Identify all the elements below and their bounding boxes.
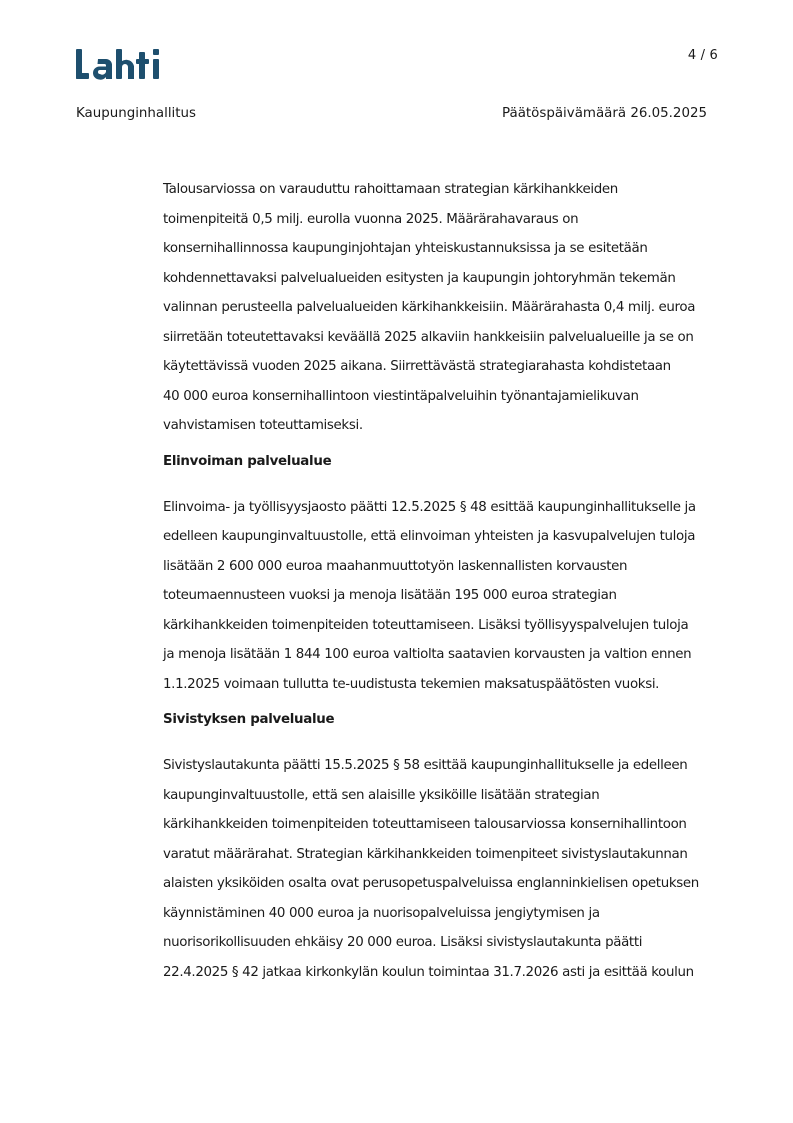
text-line: edelleen kaupunginvaltuustolle, että elinvoiman yhteisten ja kasvupalvelujen tuloja xyxy=(163,529,696,544)
page-number: 4 / 6 xyxy=(687,48,718,63)
text-line: varatut määrärahat. Strategian kärkihankkeiden toimenpiteet sivistyslautakunnan xyxy=(163,846,688,862)
text-line: Sivistyslautakunta päätti 15.5.2025 § 58 esittää kaupunginhallitukselle ja edelleen xyxy=(163,758,688,773)
text-line: vahvistamisen toteuttamiseksi. xyxy=(163,418,363,433)
text-line: siirretään toteutettavaksi keväällä 2025 alkaviin hankkeisiin palvelualueille ja se on xyxy=(163,329,694,345)
document-body xyxy=(163,175,723,987)
text-line: Elinvoima- ja työllisyysjaosto päätti 12.5.2025 § 48 esittää kaupunginhallitukselle ja xyxy=(163,499,696,515)
text-line: alaisten yksiköiden osalta ovat perusopetuspalveluissa englanninkielisen opetuksen xyxy=(163,876,699,891)
text-line: kaupunginvaltuustolle, että sen alaisille yksiköille lisätään strategian xyxy=(163,787,600,803)
text-line: kärkihankkeiden toimenpiteiden toteuttamiseen talousarviossa konsernihallintoon xyxy=(163,817,687,832)
text-line: toteumaennusteen vuoksi ja menoja lisätään 195 000 euroa strategian xyxy=(163,588,617,603)
decision-date: Päätöspäivämäärä 26.05.2025 xyxy=(502,106,707,121)
text-line: ja menoja lisätään 1 844 100 euroa valtiolta saatavien korvausten ja valtion ennen xyxy=(163,647,692,662)
text-line: valinnan perusteella palvelualueiden kärkihankkeisiin. Määrärahasta 0,4 milj. euroa xyxy=(163,300,696,315)
lahti-logo xyxy=(76,47,168,83)
text-line: käynnistäminen 40 000 euroa ja nuorisopalveluissa jengiytymisen ja xyxy=(163,905,600,921)
text-line: käytettävissä vuoden 2025 aikana. Siirrettävästä strategiarahasta kohdistetaan xyxy=(163,359,671,374)
text-line: kohdennettavaksi palvelualueiden esitysten ja kaupungin johtoryhmän tekemän xyxy=(163,270,676,286)
text-line: 1.1.2025 voimaan tullutta te-uudistusta tekemien maksatuspäätösten vuoksi. xyxy=(163,676,660,692)
text-line: toimenpiteitä 0,5 milj. eurolla vuonna 2025. Määrärahavaraus on xyxy=(163,211,579,227)
paragraph-sivistys xyxy=(163,751,723,987)
paragraph-strategy-funding xyxy=(163,175,723,441)
text-line: 40 000 euroa konsernihallintoon viestintäpalveluihin työnantajamielikuvan xyxy=(163,388,639,404)
text-line: lisätään 2 600 000 euroa maahanmuuttotyön laskennallisten korvausten xyxy=(163,558,628,574)
section-heading-sivistys: Sivistyksen palvelualue xyxy=(163,712,335,727)
section-heading-elinvoima: Elinvoiman palvelualue xyxy=(163,453,332,469)
organization-name: Kaupunginhallitus xyxy=(76,106,196,121)
text-line: konsernihallinnossa kaupunginjohtajan yhteiskustannuksissa ja se esitetään xyxy=(163,241,648,256)
text-line: 22.4.2025 § 42 jatkaa kirkonkylän koulun toimintaa 31.7.2026 asti ja esittää koulun xyxy=(163,964,694,980)
text-line: nuorisorikollisuuden ehkäisy 20 000 euroa. Lisäksi sivistyslautakunta päätti xyxy=(163,935,643,950)
text-line: kärkihankkeiden toimenpiteiden toteuttamiseen. Lisäksi työllisyyspalvelujen tuloja xyxy=(163,617,689,633)
paragraph-elinvoima xyxy=(163,493,723,700)
text-line: Talousarviossa on varauduttu rahoittamaan strategian kärkihankkeiden xyxy=(163,182,618,197)
